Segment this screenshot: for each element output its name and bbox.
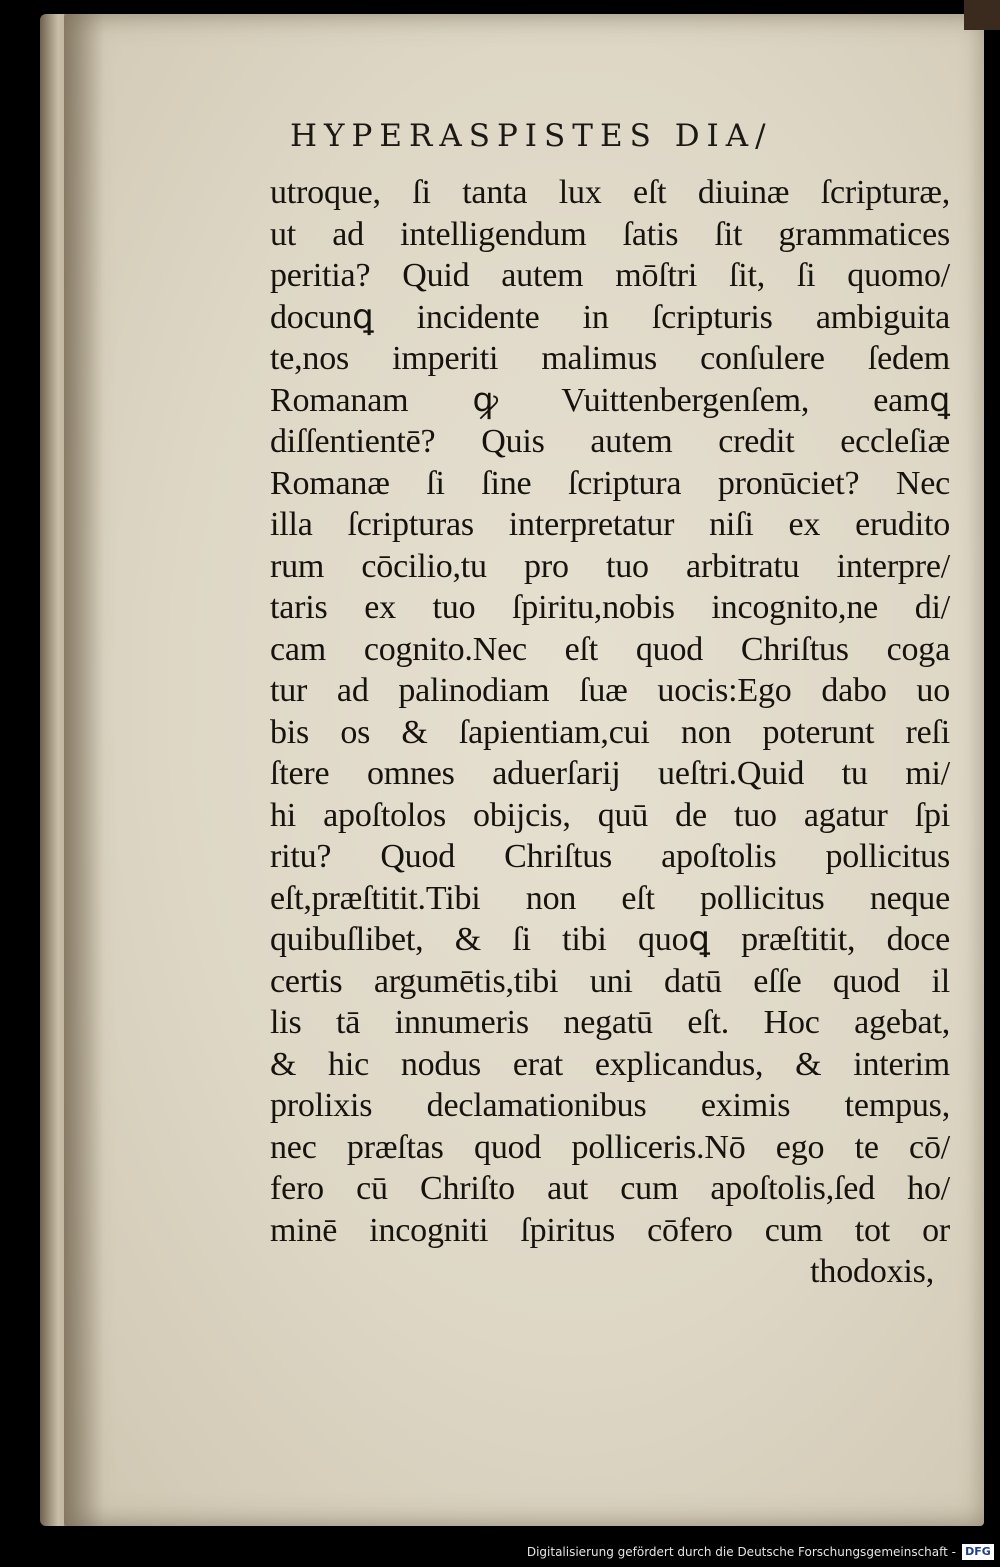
dfg-logo: DFG — [962, 1544, 994, 1560]
text-line: cam cognito.Nec eſt quod Chriſtus coga — [270, 630, 950, 668]
text-line: bis os & ſapientiam,cui non poterunt reſi — [270, 713, 950, 751]
text-line: ſtere omnes aduerſarij ueſtri.Quid tu mi/ — [270, 755, 950, 792]
text-line: tur ad palinodiam ſuæ uocis:Ego dabo uo — [270, 672, 950, 709]
text-line: ut ad intelligendum ſatis ſit grammatices — [270, 215, 950, 253]
running-head: HYPERASPISTES DIA/ — [290, 118, 773, 154]
text-line: nec præſtas quod polliceris.Nō ego te cō/ — [270, 1128, 950, 1166]
gutter-shadow — [64, 14, 104, 1526]
text-line: illa ſcripturas interpretatur niſi ex erudito — [270, 506, 950, 543]
text-line: peritia? Quid autem mōſtri ſit, ſi quomo/ — [270, 257, 950, 294]
text-line: taris ex tuo ſpiritu,nobis incognito,ne di/ — [270, 589, 950, 626]
text-line: utroque, ſi tanta lux eſt diuinæ ſcripturæ, — [270, 174, 950, 211]
text-line: eſt,præſtitit.Tibi non eſt pollicitus neque — [270, 879, 950, 917]
text-line: ritu? Quod Chriſtus apoſtolis pollicitus — [270, 838, 950, 875]
text-line: rum cōcilio,tu pro tuo arbitratu interpre/ — [270, 547, 950, 585]
text-line: Romanam ꝙ Vuittenbergenſem, eamꝗ — [270, 381, 950, 419]
text-line: diſſentientē? Quis autem credit eccleſiæ — [270, 423, 950, 460]
text-line: hi apoſtolos obijcis, quū de tuo agatur ſpi — [270, 796, 950, 834]
text-line: te,nos imperiti malimus conſulere ſedem — [270, 340, 950, 377]
text-line: thodoxis, — [810, 1253, 934, 1290]
text-line: quibuſlibet, & ſi tibi quoꝗ præſtitit, doce — [270, 921, 950, 958]
text-line: certis argumētis,tibi uni datū eſſe quod il — [270, 962, 950, 1000]
text-line: & hic nodus erat explicandus, & interim — [270, 1045, 950, 1083]
binding-corner — [964, 0, 1000, 30]
text-line: prolixis declamationibus eximis tempus, — [270, 1087, 950, 1124]
footer-credit: Digitalisierung gefördert durch die Deutsche Forschungsgemeinschaft - — [526, 1545, 956, 1559]
text-line: minē incogniti ſpiritus cōfero cum tot or — [270, 1211, 950, 1249]
text-line: lis tā innumeris negatū eſt. Hoc agebat, — [270, 1004, 950, 1041]
text-line: docunꝗ incidente in ſcripturis ambiguita — [270, 298, 950, 336]
body-text — [270, 172, 950, 1293]
text-line: Romanæ ſi ſine ſcriptura pronūciet? Nec — [270, 464, 950, 502]
text-line: fero cū Chriſto aut cum apoſtolis,ſed ho/ — [270, 1170, 950, 1207]
